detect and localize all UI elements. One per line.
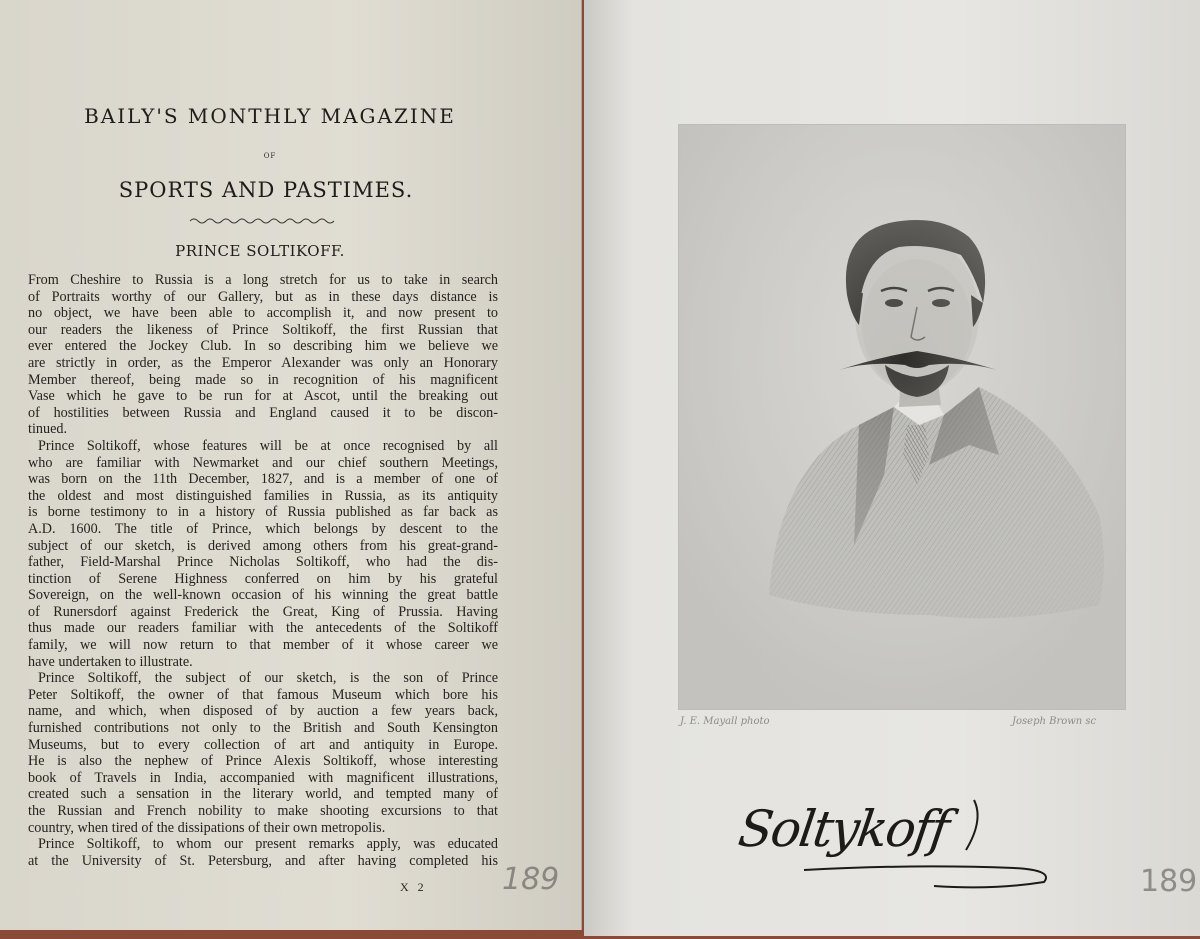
printer-signature-mark: X 2 (400, 880, 427, 894)
body-line: thus made our readers familiar with the antecedents of the Soltikoff (28, 620, 498, 637)
body-line: of hostilities between Russia and England caused it to be discon- (28, 404, 498, 421)
body-line: Vase which he gave to be run for at Ascot, until the breaking out (28, 388, 498, 405)
signature: Soltykoff (734, 800, 952, 858)
body-line: at the University of St. Petersburg, and after having completed his (28, 852, 498, 869)
left-page (0, 0, 582, 930)
body-line: subject of our sketch, is derived among others from his great-grand- (28, 537, 498, 554)
article-body (28, 272, 498, 869)
body-line: of Runersdorf against Frederick the Great, King of Prussia. Having (28, 603, 498, 620)
body-line: Prince Soltikoff, the subject of our sketch, is the son of Prince (38, 670, 498, 687)
body-line: country, when tired of the dissipations of their own metropolis. (28, 819, 386, 836)
body-line: who are familiar with Newmarket and our chief southern Meetings, (28, 454, 498, 471)
photo-credit: J. E. Mayall photo (680, 716, 770, 727)
pencil-page-number: 189 (1140, 864, 1198, 899)
body-line: He is also the nephew of Prince Alexis Soltikoff, whose interesting (28, 753, 498, 770)
body-line: our readers the likeness of Prince Soltikoff, the first Russian that (28, 321, 498, 338)
portrait-engraving (678, 124, 1126, 710)
body-line: ever entered the Jockey Club. In so describing him we believe we (28, 338, 498, 355)
right-page (584, 0, 1200, 936)
body-line: have undertaken to illustrate. (28, 653, 193, 670)
body-line: Museums, but to every collection of art and antiquity in Europe. (28, 736, 498, 753)
body-line: Member thereof, being made so in recognition of his magnificent (28, 371, 498, 388)
magazine-subtitle: SPORTS AND PASTIMES. (118, 178, 414, 202)
pencil-page-number: 189 (502, 862, 560, 897)
body-line: tinued. (28, 421, 68, 438)
body-line: are strictly in order, as the Emperor Alexander was only an Honorary (28, 354, 498, 371)
magazine-of: OF (263, 152, 277, 160)
body-line: no object, we have been able to accomplish it, and now present to (28, 305, 498, 322)
body-line: Prince Soltikoff, whose features will be at once recognised by all (38, 437, 498, 454)
body-line: Sovereign, on the well-known occasion of his winning the great battle (28, 587, 498, 604)
body-line: tinction of Serene Highness conferred on him by his grateful (28, 570, 498, 587)
signature-flourish (734, 790, 1084, 910)
body-line: From Cheshire to Russia is a long stretch for us to take in search (28, 272, 498, 288)
body-line: name, and which, when disposed of by auction a few years back, (28, 703, 498, 720)
body-line: Peter Soltikoff, the owner of that famous Museum which bore his (28, 686, 498, 703)
body-line: family, we will now return to that member of it whose career we (28, 637, 498, 654)
body-line: of Portraits worthy of our Gallery, but as in these days distance is (28, 288, 498, 305)
body-line: was born on the 11th December, 1827, and is a member of one of (28, 471, 498, 488)
body-line: Prince Soltikoff, to whom our present remarks apply, was educated (38, 836, 498, 853)
wavy-rule-ornament (188, 214, 338, 228)
body-line: the Russian and French nobility to make shooting excursions to that (28, 803, 498, 819)
body-line: A.D. 1600. The title of Prince, which belongs by descent to the (28, 520, 498, 537)
engraver-credit: Joseph Brown sc (1012, 716, 1097, 727)
magazine-title: BAILY'S MONTHLY MAGAZINE (84, 104, 456, 128)
portrait-illustration (679, 125, 1126, 710)
body-line: is borne testimony to in a history of Russia published as far back as (28, 504, 498, 521)
body-line: book of Travels in India, accompanied with magnificent illustrations, (28, 769, 498, 786)
body-line: created such a sensation in the literary world, and tempted many of (28, 786, 498, 803)
article-title: PRINCE SOLTIKOFF. (175, 242, 345, 260)
body-line: father, Field-Marshal Prince Nicholas Soltikoff, who had the dis- (28, 554, 498, 571)
body-line: the oldest and most distinguished families in Russia, as its antiquity (28, 487, 498, 504)
body-line: furnished contributions not only to the British and South Kensington (28, 720, 498, 737)
